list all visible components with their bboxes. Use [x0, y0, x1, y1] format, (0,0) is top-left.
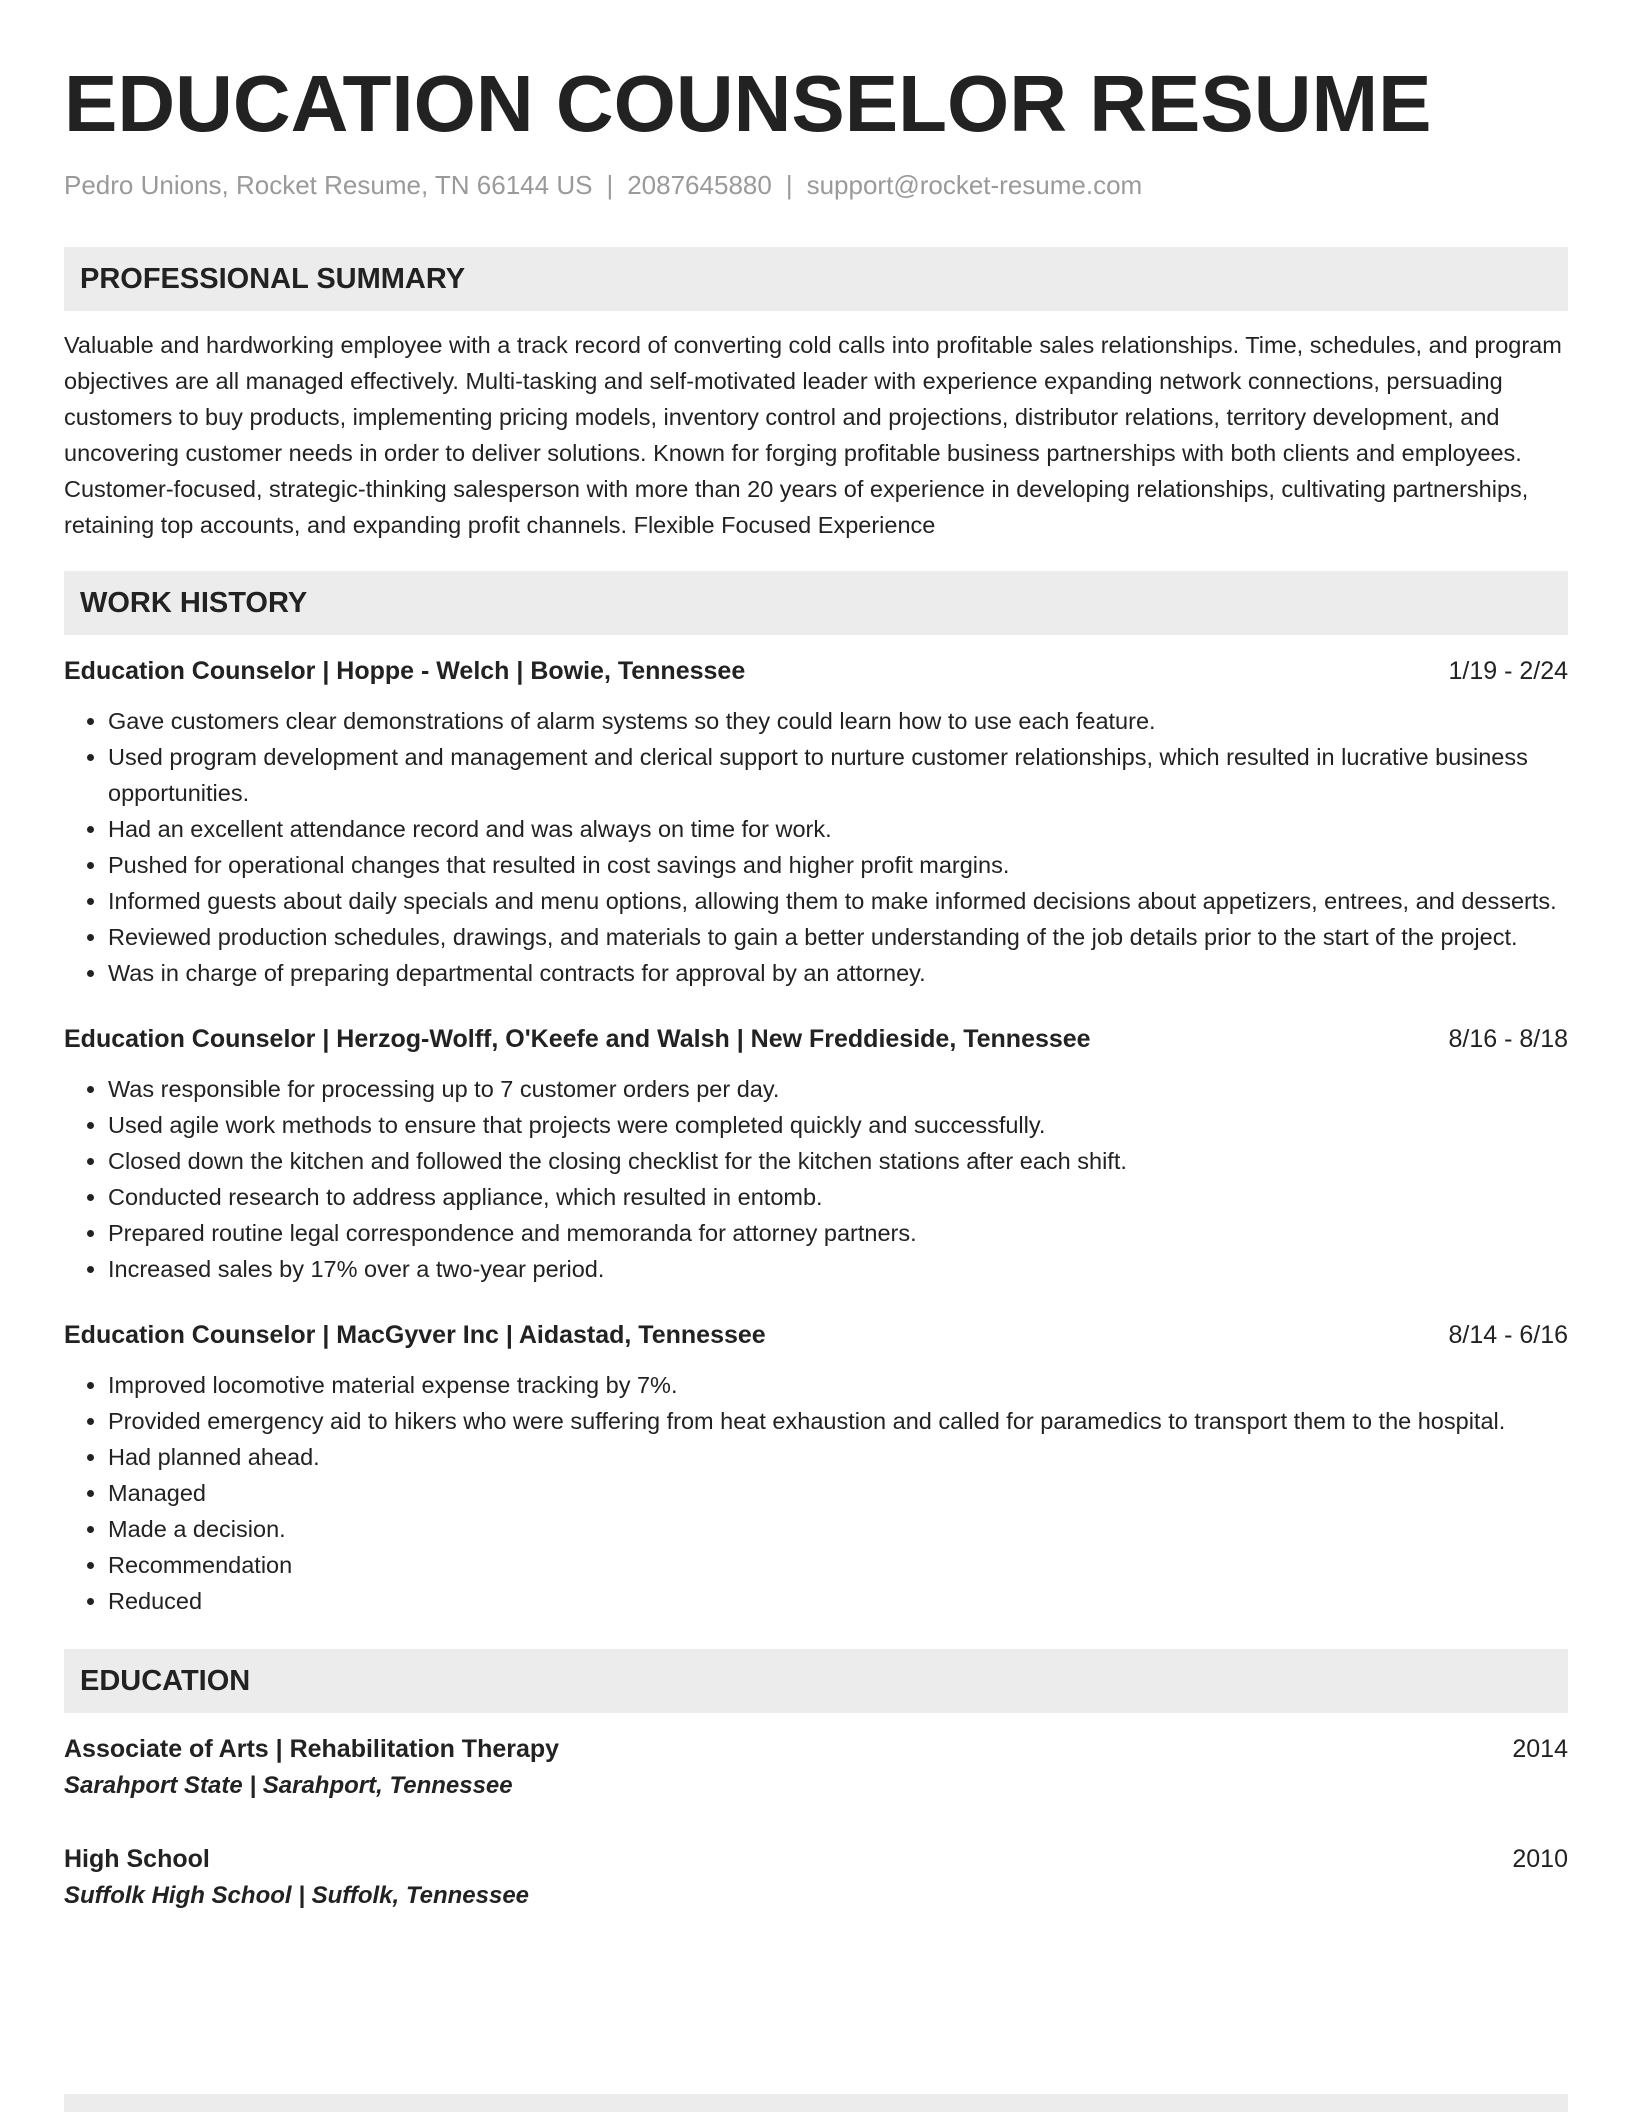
section-header-education: EDUCATION [64, 1649, 1568, 1713]
job-bullet: • Conducted research to address appliance, which resulted in entomb. [108, 1179, 1568, 1215]
job-bullet: • Had planned ahead. [108, 1439, 1568, 1475]
contact-email: support@rocket-resume.com [806, 170, 1143, 200]
job-entry [64, 653, 1568, 991]
job-bullet: • Made a decision. [108, 1511, 1568, 1547]
education-header-row [64, 1841, 1568, 1877]
education-year: 2010 [1512, 1845, 1568, 1873]
job-header-row [64, 1021, 1568, 1057]
job-bullets [64, 1071, 1568, 1287]
education-entry [64, 1731, 1568, 1805]
job-header-row [64, 1317, 1568, 1353]
contact-address: Pedro Unions, Rocket Resume, TN 66144 US [64, 170, 593, 200]
job-bullet: • Increased sales by 17% over a two-year period. [108, 1251, 1568, 1287]
contact-separator: | [785, 170, 793, 200]
summary-text: Valuable and hardworking employee with a track record of converting cold calls into profitable sales relationships. Time, schedules, and program objectives are all managed effectively. Multi-tasking and self-motivated leader with experience expanding network connections, persuading customers to buy products, implementing pricing models, inventory control and projections, distributor relations, territory development, and uncovering customer needs in order to deliver solutions. Known for forging profitable business partnerships with both clients and employees. Customer-focused, strategic-thinking salesperson with more than 20 years of experience in developing relationships, cultivating partnerships, retaining top accounts, and expanding profit channels. Flexible Focused Experience [64, 332, 1562, 538]
education-entry [64, 1841, 1568, 1915]
job-bullet: • Informed guests about daily specials and menu options, allowing them to make informed decisions about appetizers, entrees, and desserts. [108, 883, 1568, 919]
job-list [64, 653, 1568, 1619]
job-bullet: • Provided emergency aid to hikers who were suffering from heat exhaustion and called for paramedics to transport them to the hospital. [108, 1403, 1568, 1439]
next-section-header-bar [64, 2094, 1568, 2112]
job-title: Education Counselor | Herzog-Wolff, O'Keefe and Walsh | New Freddieside, Tennessee [64, 1025, 1091, 1053]
education-degree: Associate of Arts | Rehabilitation Therapy [64, 1735, 560, 1763]
job-bullets [64, 1367, 1568, 1619]
job-bullet: • Improved locomotive material expense tracking by 7%. [108, 1367, 1568, 1403]
education-header-row [64, 1731, 1568, 1767]
job-bullet: • Reduced [108, 1583, 1568, 1619]
job-dates: 8/14 - 6/16 [1448, 1321, 1568, 1349]
job-bullets [64, 703, 1568, 991]
job-bullet: • Prepared routine legal correspondence and memoranda for attorney partners. [108, 1215, 1568, 1251]
education-school: Suffolk High School | Suffolk, Tennessee [64, 1882, 530, 1909]
job-bullet: • Managed [108, 1475, 1568, 1511]
contact-separator: | [606, 170, 614, 200]
section-header-summary: PROFESSIONAL SUMMARY [64, 247, 1568, 311]
job-bullet: • Had an excellent attendance record and was always on time for work. [108, 811, 1568, 847]
education-year: 2014 [1512, 1735, 1568, 1763]
job-bullet: • Was in charge of preparing departmental contracts for approval by an attorney. [108, 955, 1568, 991]
education-degree: High School [64, 1845, 210, 1873]
job-bullet: • Used agile work methods to ensure that projects were completed quickly and successfully. [108, 1107, 1568, 1143]
job-title: Education Counselor | Hoppe - Welch | Bowie, Tennessee [64, 657, 746, 685]
job-bullet: • Pushed for operational changes that resulted in cost savings and higher profit margins. [108, 847, 1568, 883]
job-dates: 1/19 - 2/24 [1448, 657, 1568, 685]
job-bullet: • Gave customers clear demonstrations of alarm systems so they could learn how to use each feature. [108, 703, 1568, 739]
job-bullet: • Closed down the kitchen and followed the closing checklist for the kitchen stations after each shift. [108, 1143, 1568, 1179]
job-entry [64, 1317, 1568, 1619]
resume-title: EDUCATION COUNSELOR RESUME [64, 59, 1432, 148]
job-bullet: • Used program development and management and clerical support to nurture customer relationships, which resulted in lucrative business opportunities. [108, 739, 1568, 811]
job-bullet: • Reviewed production schedules, drawings, and materials to gain a better understanding of the job details prior to the start of the project. [108, 919, 1568, 955]
contact-phone: 2087645880 [627, 170, 772, 200]
contact-line [64, 170, 1568, 201]
job-bullet: • Was responsible for processing up to 7 customer orders per day. [108, 1071, 1568, 1107]
job-entry [64, 1021, 1568, 1287]
education-school: Sarahport State | Sarahport, Tennessee [64, 1772, 513, 1799]
job-dates: 8/16 - 8/18 [1448, 1025, 1568, 1053]
job-header-row [64, 653, 1568, 689]
section-header-work-history: WORK HISTORY [64, 571, 1568, 635]
job-title: Education Counselor | MacGyver Inc | Aidastad, Tennessee [64, 1321, 766, 1349]
job-bullet: • Recommendation [108, 1547, 1568, 1583]
